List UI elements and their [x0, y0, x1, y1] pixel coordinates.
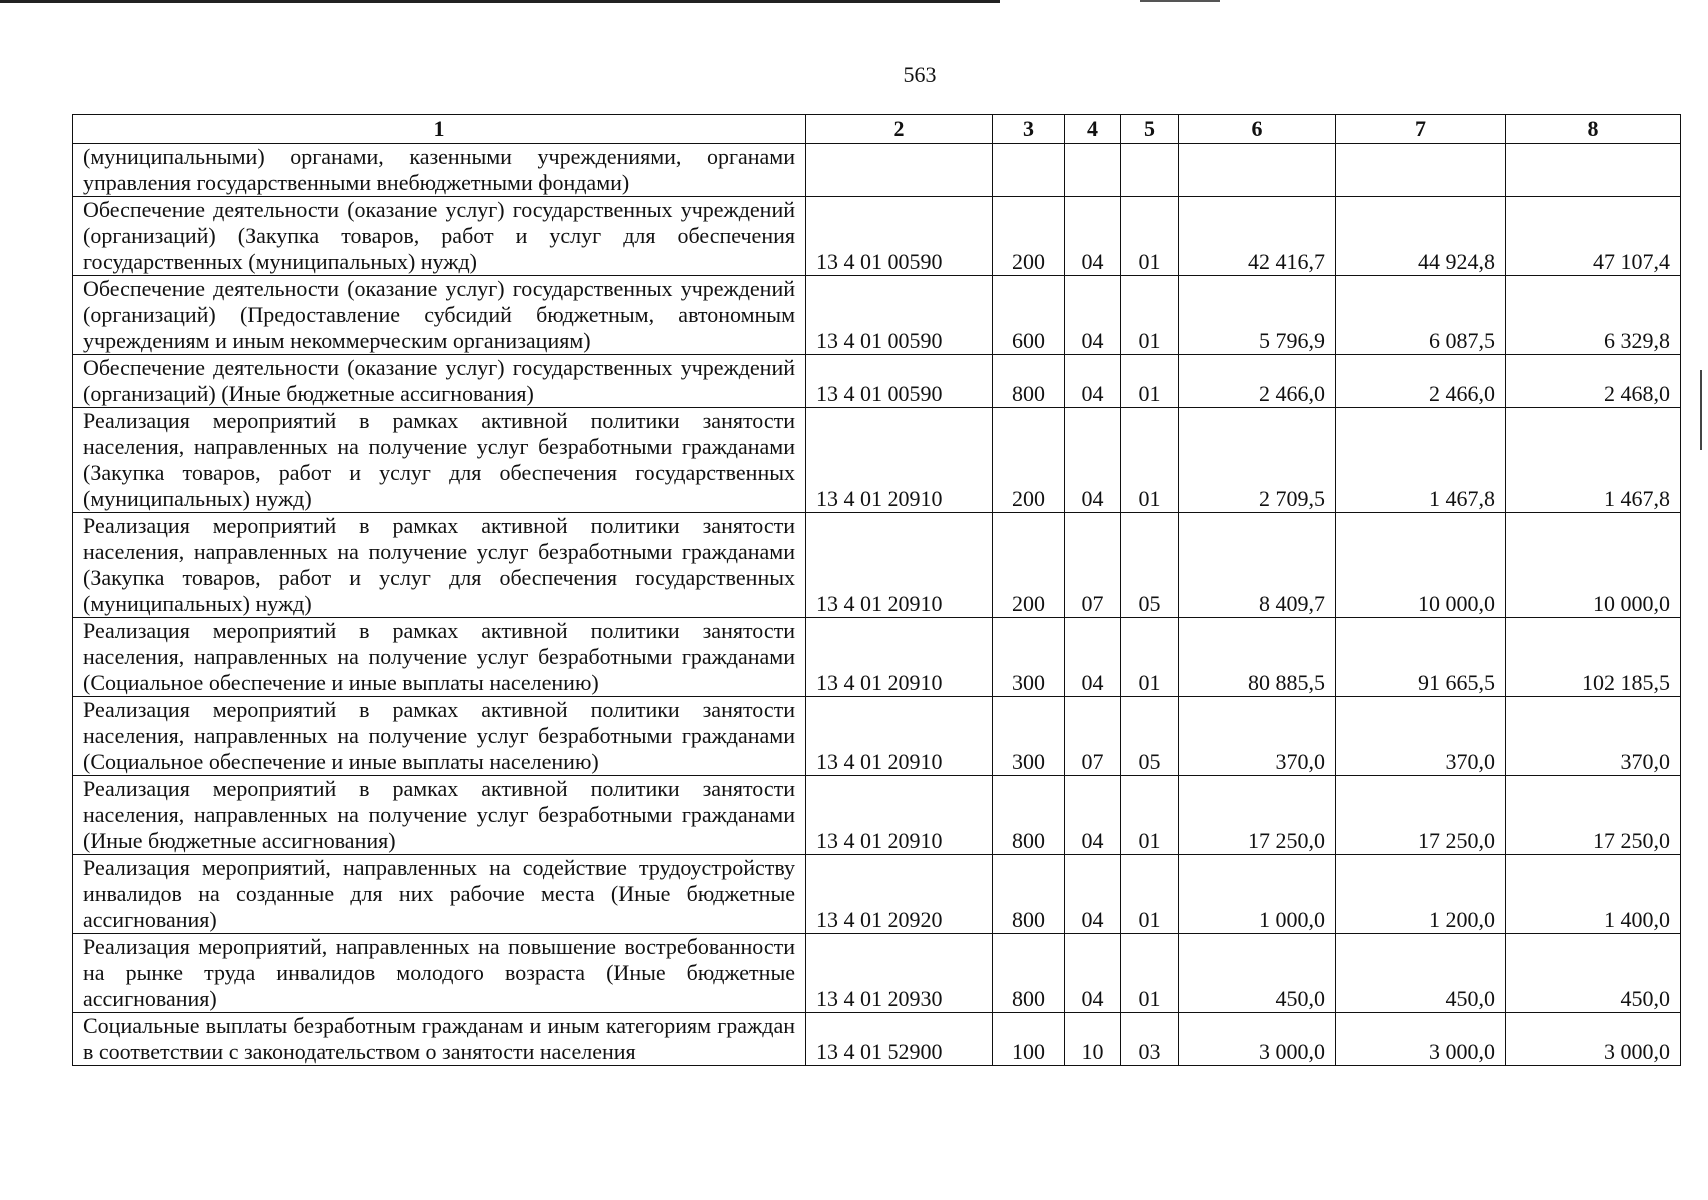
top-rule: [0, 0, 1000, 3]
section-cell: 04: [1065, 855, 1121, 934]
header-cell: 4: [1065, 115, 1121, 144]
description-cell: Реализация мероприятий в рамках активной политики занятости населения, направленных на получение услуг безработными гражданами (Социальное обеспечение и иные выплаты населению): [73, 697, 806, 776]
amount-cell: 6 329,8: [1506, 276, 1681, 355]
budget-table: [72, 114, 1681, 1066]
section-cell: 04: [1065, 408, 1121, 513]
amount-cell: 1 467,8: [1506, 408, 1681, 513]
description-cell: Обеспечение деятельности (оказание услуг) государственных учреждений (организаций) (Иные бюджетные ассигнования): [73, 355, 806, 408]
amount-cell: 3 000,0: [1179, 1013, 1336, 1066]
amount-cell: 47 107,4: [1506, 197, 1681, 276]
expense-type-cell: 100: [993, 1013, 1065, 1066]
section-cell: 04: [1065, 618, 1121, 697]
amount-cell: 370,0: [1506, 697, 1681, 776]
table-row: [73, 776, 1681, 855]
expense-type-cell: 200: [993, 513, 1065, 618]
subsection-cell: 01: [1121, 355, 1179, 408]
subsection-cell: 01: [1121, 276, 1179, 355]
header-row: [73, 115, 1681, 144]
description-cell: Реализация мероприятий в рамках активной политики занятости населения, направленных на получение услуг безработными гражданами (Иные бюджетные ассигнования): [73, 776, 806, 855]
target-code-cell: 13 4 01 20910: [806, 513, 993, 618]
target-code-cell: 13 4 01 20910: [806, 697, 993, 776]
subsection-cell: 01: [1121, 197, 1179, 276]
amount-cell: 3 000,0: [1506, 1013, 1681, 1066]
amount-cell: 450,0: [1179, 934, 1336, 1013]
amount-cell: 2 466,0: [1336, 355, 1506, 408]
target-code-cell: 13 4 01 20930: [806, 934, 993, 1013]
expense-type-cell: 800: [993, 355, 1065, 408]
table-row: [73, 276, 1681, 355]
amount-cell: 17 250,0: [1506, 776, 1681, 855]
amount-cell: 91 665,5: [1336, 618, 1506, 697]
target-code-cell: 13 4 01 20910: [806, 776, 993, 855]
expense-type-cell: 200: [993, 408, 1065, 513]
target-code-cell: 13 4 01 20910: [806, 408, 993, 513]
section-cell: 07: [1065, 513, 1121, 618]
target-code-cell: 13 4 01 00590: [806, 355, 993, 408]
amount-cell: 450,0: [1506, 934, 1681, 1013]
subsection-cell: 05: [1121, 513, 1179, 618]
expense-type-cell: 300: [993, 697, 1065, 776]
expense-type-cell: [993, 144, 1065, 197]
description-cell: Реализация мероприятий в рамках активной политики занятости населения, направленных на получение услуг безработными гражданами (Социальное обеспечение и иные выплаты населению): [73, 618, 806, 697]
table-row: [73, 408, 1681, 513]
header-cell: 7: [1336, 115, 1506, 144]
amount-cell: 10 000,0: [1336, 513, 1506, 618]
amount-cell: 370,0: [1336, 697, 1506, 776]
margin-mark: [1700, 370, 1702, 450]
subsection-cell: 01: [1121, 408, 1179, 513]
header-cell: 3: [993, 115, 1065, 144]
expense-type-cell: 300: [993, 618, 1065, 697]
target-code-cell: 13 4 01 52900: [806, 1013, 993, 1066]
amount-cell: 2 468,0: [1506, 355, 1681, 408]
amount-cell: 1 200,0: [1336, 855, 1506, 934]
amount-cell: [1506, 144, 1681, 197]
description-cell: Реализация мероприятий, направленных на содействие трудоустройству инвалидов на созданные для них рабочие места (Иные бюджетные ассигнования): [73, 855, 806, 934]
table-row: [73, 355, 1681, 408]
amount-cell: 17 250,0: [1179, 776, 1336, 855]
subsection-cell: 01: [1121, 934, 1179, 1013]
top-rule-fragment: [1140, 0, 1220, 2]
header-cell: 8: [1506, 115, 1681, 144]
description-cell: Обеспечение деятельности (оказание услуг) государственных учреждений (организаций) (Предоставление субсидий бюджетным, автономным учреждениям и иным некоммерческим организациям): [73, 276, 806, 355]
header-cell: 2: [806, 115, 993, 144]
target-code-cell: 13 4 01 00590: [806, 197, 993, 276]
description-cell: (муниципальными) органами, казенными учреждениями, органами управления государственными внебюджетными фондами): [73, 144, 806, 197]
target-code-cell: 13 4 01 00590: [806, 276, 993, 355]
amount-cell: 1 400,0: [1506, 855, 1681, 934]
amount-cell: 450,0: [1336, 934, 1506, 1013]
section-cell: [1065, 144, 1121, 197]
amount-cell: 5 796,9: [1179, 276, 1336, 355]
amount-cell: 3 000,0: [1336, 1013, 1506, 1066]
amount-cell: 44 924,8: [1336, 197, 1506, 276]
header-cell: 1: [73, 115, 806, 144]
expense-type-cell: 200: [993, 197, 1065, 276]
description-cell: Реализация мероприятий в рамках активной политики занятости населения, направленных на получение услуг безработными гражданами (Закупка товаров, работ и услуг для обеспечения государственных (муниципальных) нужд): [73, 513, 806, 618]
section-cell: 04: [1065, 355, 1121, 408]
amount-cell: 370,0: [1179, 697, 1336, 776]
amount-cell: 6 087,5: [1336, 276, 1506, 355]
description-cell: Реализация мероприятий в рамках активной политики занятости населения, направленных на получение услуг безработными гражданами (Закупка товаров, работ и услуг для обеспечения государственных (муниципальных) нужд): [73, 408, 806, 513]
target-code-cell: 13 4 01 20920: [806, 855, 993, 934]
section-cell: 04: [1065, 276, 1121, 355]
table-row: [73, 1013, 1681, 1066]
page-number: 563: [903, 62, 937, 87]
target-code-cell: [806, 144, 993, 197]
expense-type-cell: 800: [993, 776, 1065, 855]
subsection-cell: 01: [1121, 776, 1179, 855]
subsection-cell: 03: [1121, 1013, 1179, 1066]
amount-cell: 102 185,5: [1506, 618, 1681, 697]
subsection-cell: 01: [1121, 618, 1179, 697]
table-row: [73, 197, 1681, 276]
amount-cell: 8 409,7: [1179, 513, 1336, 618]
section-cell: 07: [1065, 697, 1121, 776]
expense-type-cell: 800: [993, 855, 1065, 934]
header-cell: 6: [1179, 115, 1336, 144]
header-cell: 5: [1121, 115, 1179, 144]
section-cell: 10: [1065, 1013, 1121, 1066]
table-row: [73, 513, 1681, 618]
amount-cell: [1179, 144, 1336, 197]
amount-cell: 80 885,5: [1179, 618, 1336, 697]
description-cell: Обеспечение деятельности (оказание услуг) государственных учреждений (организаций) (Закупка товаров, работ и услуг для обеспечения государственных (муниципальных) нужд): [73, 197, 806, 276]
table-row: [73, 144, 1681, 197]
amount-cell: 10 000,0: [1506, 513, 1681, 618]
description-cell: Социальные выплаты безработным гражданам и иным категориям граждан в соответствии с законодательством о занятости населения: [73, 1013, 806, 1066]
amount-cell: 1 000,0: [1179, 855, 1336, 934]
amount-cell: 2 709,5: [1179, 408, 1336, 513]
table-row: [73, 697, 1681, 776]
amount-cell: [1336, 144, 1506, 197]
section-cell: 04: [1065, 197, 1121, 276]
amount-cell: 1 467,8: [1336, 408, 1506, 513]
target-code-cell: 13 4 01 20910: [806, 618, 993, 697]
description-cell: Реализация мероприятий, направленных на повышение востребованности на рынке труда инвалидов молодого возраста (Иные бюджетные ассигнования): [73, 934, 806, 1013]
expense-type-cell: 800: [993, 934, 1065, 1013]
section-cell: 04: [1065, 934, 1121, 1013]
subsection-cell: 05: [1121, 697, 1179, 776]
table-row: [73, 618, 1681, 697]
section-cell: 04: [1065, 776, 1121, 855]
expense-type-cell: 600: [993, 276, 1065, 355]
amount-cell: 17 250,0: [1336, 776, 1506, 855]
amount-cell: 2 466,0: [1179, 355, 1336, 408]
table-row: [73, 934, 1681, 1013]
subsection-cell: 01: [1121, 855, 1179, 934]
table-row: [73, 855, 1681, 934]
subsection-cell: [1121, 144, 1179, 197]
amount-cell: 42 416,7: [1179, 197, 1336, 276]
